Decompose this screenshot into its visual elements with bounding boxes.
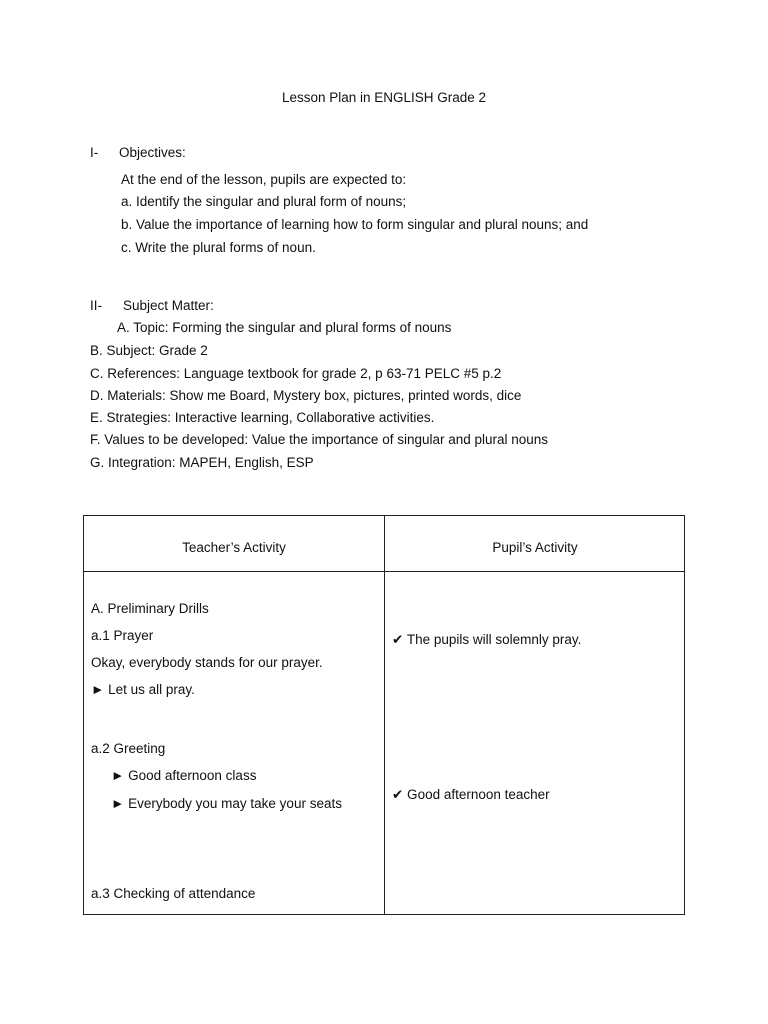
teacher-greeting-line-2: ► Everybody you may take your seats [111, 796, 342, 811]
subject-strategies: E. Strategies: Interactive learning, Collaborative activities. [90, 410, 435, 425]
objectives-number: I- [90, 145, 99, 160]
subject-integration: G. Integration: MAPEH, English, ESP [90, 455, 314, 470]
table-column-divider [384, 516, 385, 914]
subject-references: C. References: Language textbook for grade 2, p 63-71 PELC #5 p.2 [90, 366, 502, 381]
header-teacher-activity: Teacher’s Activity [182, 540, 286, 555]
teacher-prayer-command: ► Let us all pray. [91, 682, 195, 697]
teacher-preliminary-drills: A. Preliminary Drills [91, 601, 209, 616]
pupil-greeting-response: ✔ Good afternoon teacher [392, 787, 550, 802]
header-pupil-activity: Pupil’s Activity [492, 540, 578, 555]
teacher-prayer-heading: a.1 Prayer [91, 628, 154, 643]
activity-table [83, 515, 685, 915]
subject-values: F. Values to be developed: Value the importance of singular and plural nouns [90, 432, 549, 447]
objectives-heading: Objectives: [119, 145, 186, 160]
teacher-greeting-heading: a.2 Greeting [91, 741, 166, 756]
objective-a: a. Identify the singular and plural form of nouns; [121, 194, 407, 209]
subject-grade: B. Subject: Grade 2 [90, 343, 208, 358]
table-header-divider [84, 571, 684, 572]
teacher-greeting-line-1: ► Good afternoon class [111, 768, 257, 783]
subject-materials: D. Materials: Show me Board, Mystery box, pictures, printed words, dice [90, 388, 522, 403]
teacher-attendance-heading: a.3 Checking of attendance [91, 886, 256, 901]
objective-c: c. Write the plural forms of noun. [121, 240, 316, 255]
page-title: Lesson Plan in ENGLISH Grade 2 [281, 90, 487, 105]
subject-matter-heading: Subject Matter: [123, 298, 214, 313]
subject-topic: A. Topic: Forming the singular and plural forms of nouns [117, 320, 452, 335]
pupil-prayer-response: ✔ The pupils will solemnly pray. [392, 632, 582, 647]
objective-b: b. Value the importance of learning how to form singular and plural nouns; and [121, 217, 589, 232]
teacher-prayer-instruction: Okay, everybody stands for our prayer. [91, 655, 323, 670]
objectives-intro: At the end of the lesson, pupils are expected to: [121, 172, 407, 187]
subject-matter-number: II- [90, 298, 102, 313]
